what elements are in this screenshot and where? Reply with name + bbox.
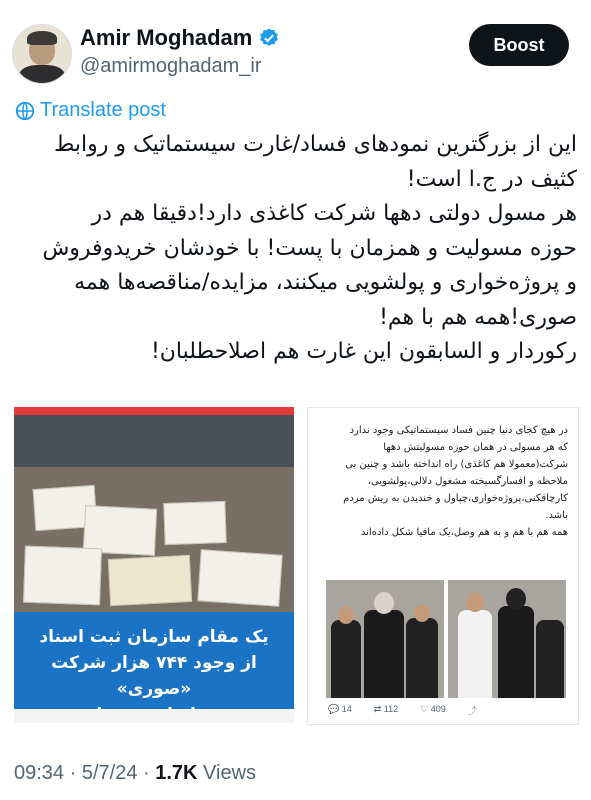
author-avatar[interactable] bbox=[12, 24, 72, 84]
photo-left bbox=[326, 580, 444, 698]
verified-badge-icon bbox=[258, 27, 280, 49]
screenshot-line: شرکت(معمولا هم کاغذی) راه انداخته باشد و چنین بی bbox=[345, 459, 568, 470]
view-count: 1.7K bbox=[155, 762, 198, 784]
author-name-text: Amir Moghadam bbox=[80, 25, 253, 50]
screenshot-text bbox=[318, 422, 568, 541]
screenshot-line: باشد. bbox=[545, 510, 568, 521]
like-count-value: 409 bbox=[430, 704, 446, 714]
news-headline bbox=[14, 612, 294, 712]
headline-line: از وجود ۷۴۴ هزار شرکت «صوری» bbox=[51, 653, 257, 699]
like-count: ♡ 409 bbox=[420, 704, 446, 714]
screenshot-line: همه هم با هم و به هم وصل،یک مافیا شکل داده‌اند bbox=[360, 527, 568, 538]
boost-button[interactable]: Boost bbox=[469, 24, 569, 66]
post-date: 5/7/24 bbox=[81, 762, 138, 784]
post-line: حوزه مسولیت و همزمان با پست! با خودشان خریدوفروش bbox=[42, 235, 577, 261]
attached-image-screenshot[interactable] bbox=[307, 407, 579, 725]
repost-count-value: 112 bbox=[383, 704, 399, 714]
screenshot-line: کارچاقکنی،پروژه‌خواری،چپاول و خندیدن به ریش مردم bbox=[343, 493, 568, 504]
attached-image-news[interactable] bbox=[14, 407, 294, 723]
reply-count-value: 14 bbox=[341, 704, 352, 714]
post-timestamp[interactable]: 09:34 · 5/7/24 · 1.7K Views bbox=[14, 762, 257, 784]
post-line: این از بزرگترین نمودهای فساد/غارت سیستماتیک و روابط bbox=[53, 132, 577, 157]
photo-right bbox=[448, 580, 566, 698]
share-icon: ⤴ bbox=[467, 706, 477, 716]
post-line: کثیف در ج.ا است! bbox=[406, 166, 577, 192]
post-time: 09:34 bbox=[14, 762, 65, 784]
reply-count: 💬 14 bbox=[328, 704, 352, 714]
repost-count: ⇄ 112 bbox=[373, 704, 399, 714]
translate-label: Translate post bbox=[40, 99, 166, 121]
post-line: صوری!همه هم با هم! bbox=[379, 304, 577, 330]
screenshot-line: که هر مسولی در همان حوزه مسولیتش دهها bbox=[383, 442, 568, 453]
headline-line: یک مقام سازمان ثبت اسناد bbox=[39, 627, 269, 647]
post-body bbox=[14, 128, 577, 370]
translate-post-link[interactable] bbox=[14, 99, 166, 122]
screenshot-line: در هیچ کجای دنیا چنین فساد سیستماتیکی وجود ندارد bbox=[349, 425, 568, 436]
post-line: و پروژه‌خواری و پولشویی میکنند، مزایده/مناقصه‌ها همه bbox=[74, 270, 577, 295]
author-name[interactable] bbox=[80, 25, 280, 51]
views-label: Views bbox=[203, 762, 257, 784]
globe-icon bbox=[14, 100, 36, 122]
author-handle[interactable]: @amirmoghadam_ir bbox=[80, 55, 262, 77]
post-line: رکوردار و السابقون این غارت هم اصلاحطلبان! bbox=[150, 339, 577, 364]
screenshot-line: ملاحظه و افسارگسیخته مشغول دلالی،پولشویی، bbox=[367, 476, 568, 487]
post-line: هر مسول دولتی دهها شرکت کاغذی دارد!دقیقا هم در bbox=[91, 201, 577, 226]
screenshot-stats bbox=[328, 704, 477, 717]
